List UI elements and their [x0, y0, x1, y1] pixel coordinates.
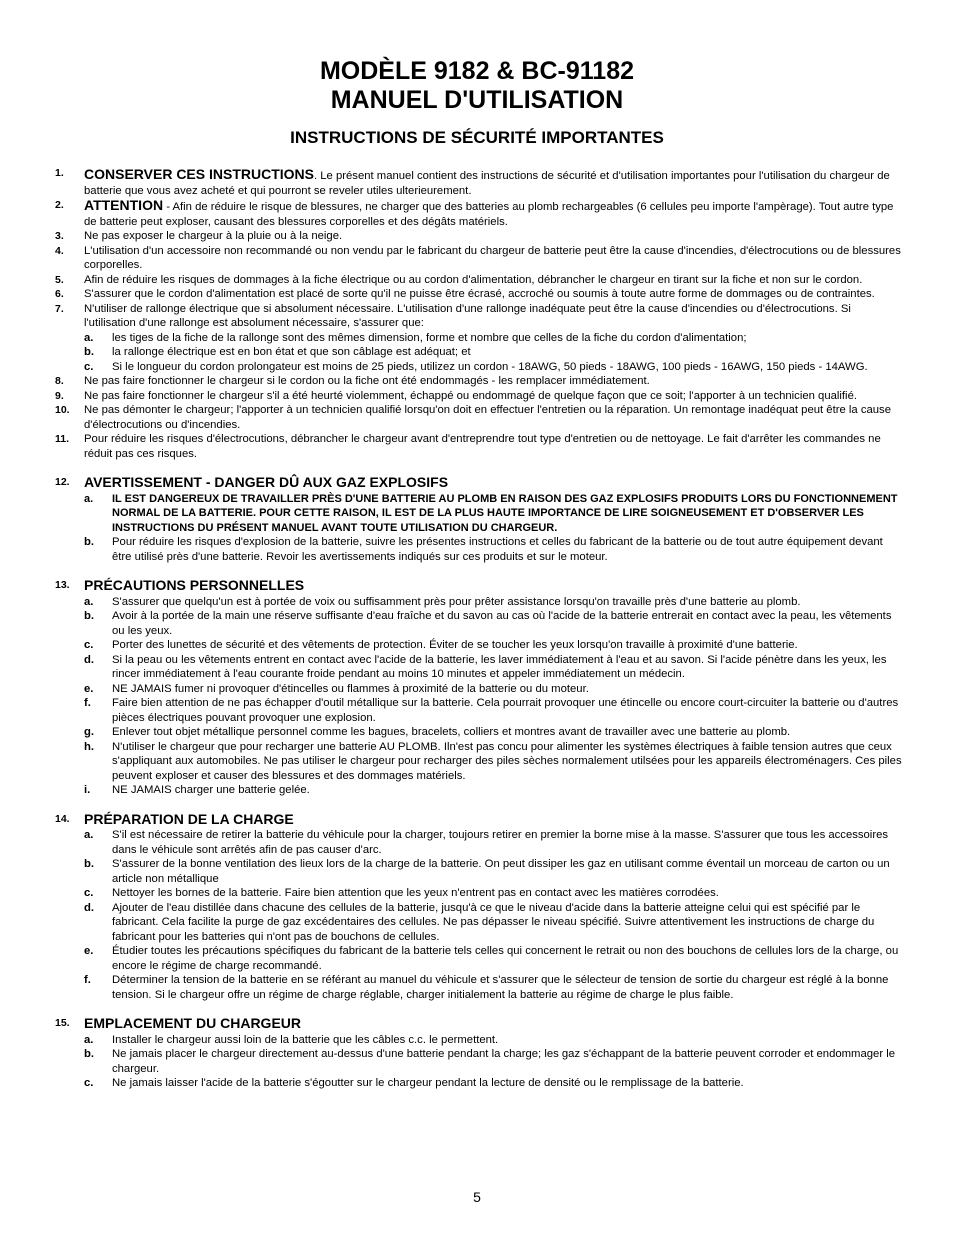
item-number: 9. — [55, 389, 64, 402]
sub-item-letter: d. — [84, 901, 95, 914]
item-text: S'assurer que le cordon d'alimentation est placé de sorte qu'il ne puisse être écrasé, accroché ou soumis à toute autre forme de dommages ou de contraintes. — [84, 288, 875, 300]
sub-item-text: les tiges de la fiche de la rallonge sont des mêmes dimension, forme et nombre que celles de la fiche du cordon d'alimentation; — [112, 331, 747, 344]
sub-item-letter: f. — [84, 974, 91, 986]
sub-item-text: NE JAMAIS charger une batterie gelée. — [112, 784, 310, 796]
sub-item — [84, 595, 903, 610]
item-number: 4. — [55, 244, 64, 257]
sub-item-letter: a. — [84, 331, 94, 344]
instruction-item — [55, 198, 903, 229]
item-text: Ne pas faire fonctionner le chargeur s'il a été heurté violemment, échappé ou endommagé de quelque façon que ce soit; l'apporter à un technicien qualifié. — [84, 389, 857, 402]
sub-item-letter: d. — [84, 653, 95, 666]
sub-item-text: Déterminer la tension de la batterie en se référant au manuel du véhicule et s'assurer que le sélecteur de tension de sortie du chargeur est réglé à la bonne tension. Si le chargeur offre un régime de charge réglable, charger initialement la batterie au régime de charge le plus faible. — [112, 974, 889, 1001]
sub-item — [84, 535, 903, 564]
sub-item-letter: b. — [84, 858, 95, 870]
sub-item-text: Installer le chargeur aussi loin de la batterie que les câbles c.c. le permettent. — [112, 1033, 499, 1046]
section-explosive-gas — [55, 475, 903, 564]
item-text: N'utiliser de rallonge électrique que si absolument nécessaire. L'utilisation d'une rallonge inadéquate peut être la cause d'incendies ou d'électrocutions. Si l'utilisation d'une rallonge est absolument nécessaire, s'assurer que: — [84, 302, 851, 329]
instruction-item — [55, 432, 903, 461]
sub-item-text: N'utiliser le chargeur que pour recharger une batterie AU PLOMB. Iln'est pas concu pour alimenter les systèmes électriques à faible tension autres que ceux s'appliquant aux automobiles. Ne pas utiliser le chargeur pour recharger des piles sèches normalement utilsées pour les appareils électroménagers. Ces piles peuvent exploser et causer des blessures et des dommages matériels. — [112, 740, 902, 782]
title-manual: MANUEL D'UTILISATION — [330, 86, 624, 114]
sub-item — [84, 783, 903, 798]
item-text: L'utilisation d'un accessoire non recommandé ou non vendu par le fabricant du chargeur de batterie peut être la cause d'incendies, d'électrocutions ou de blessures corporelles. — [84, 244, 901, 271]
sub-item — [84, 682, 903, 697]
title-model: MODÈLE 9182 & BC-91182 — [319, 57, 635, 85]
item-number: 6. — [55, 288, 64, 300]
sub-item — [84, 857, 903, 886]
sub-item — [84, 725, 903, 740]
sub-item-letter: e. — [84, 945, 94, 957]
sub-item — [84, 331, 903, 346]
sub-item — [84, 653, 903, 682]
sub-item-letter: a. — [84, 829, 94, 841]
sub-item-text: S'assurer que quelqu'un est à portée de voix ou suffisamment près pour prêter assistance lorsqu'on travaille près d'une batterie au plomb. — [112, 595, 801, 608]
sub-item-text: Ne jamais placer le chargeur directement au-dessus d'une batterie pendant la charge; les gaz s'échappant de la batterie peuvent corroder et endommager le chargeur. — [112, 1048, 896, 1075]
sub-item-text: S'assurer de la bonne ventilation des lieux lors de la charge de la batterie. On peut dissiper les gaz en utilisant comme éventail un morceau de carton ou un article non métallique — [112, 858, 890, 885]
sub-item-text: IL EST DANGEREUX DE TRAVAILLER PRÈS D'UNE BATTERIE AU PLOMB EN RAISON DES GAZ EXPLOSIFS PRODUITS LORS DU FONCTIONNEMENT NORMAL DE LA BATTERIE. POUR CETTE RAISON, IL EST DE LA PLUS HAUTE IMPORTANCE DE LIRE SOIGNEUSEMENT ET D'OBSERVER LES INSTRUCTIONS DU PRÉSENT MANUEL AVANT TOUTE UTILISATION DU CHARGEUR. — [112, 492, 898, 534]
section-heading: PRÉPARATION DE LA CHARGE — [84, 810, 294, 827]
sub-item-letter: g. — [84, 726, 95, 738]
sub-item-letter: b. — [84, 536, 95, 548]
sub-item-letter: b. — [84, 610, 95, 622]
section-heading: PRÉCAUTIONS PERSONNELLES — [84, 577, 305, 593]
item-number: 1. — [55, 167, 64, 179]
section-number: 14. — [55, 812, 70, 825]
sub-item-text: NE JAMAIS fumer ni provoquer d'étincelles ou flammes à proximité de la batterie ou du moteur. — [112, 682, 589, 695]
sub-item — [84, 1033, 903, 1048]
instruction-item — [55, 389, 903, 404]
instruction-item — [55, 374, 903, 389]
sub-item-text: Enlever tout objet métallique personnel comme les bagues, bracelets, colliers et montres avant de travailler avec une batterie au plomb. — [112, 726, 791, 738]
sub-item-text: Pour réduire les risques d'explosion de la batterie, suivre les présentes instructions et celles du fabricant de la batterie ou de tout autre équipement devant être utilisé près d'une batterie. Revoir les avertissements indiqués sur ces produits et sur le moteur. — [112, 536, 883, 563]
instruction-item — [55, 273, 903, 288]
item-number: 11. — [55, 433, 70, 445]
item-heading: CONSERVER CES INSTRUCTIONS — [84, 166, 314, 182]
item-text: Ne pas démonter le chargeur; l'apporter à un technicien qualifié lorsqu'on doit en effectuer l'entretien ou la réparation. Un remontage inadéquat peut être la cause d'électrocutions ou d'incendies. — [84, 404, 891, 431]
instruction-item — [55, 244, 903, 273]
section-number: 15. — [55, 1017, 70, 1029]
sub-item — [84, 740, 903, 784]
sub-item-letter: e. — [84, 682, 94, 695]
sub-item-text: Si le longueur du cordon prolongateur est moins de 25 pieds, utilizez un cordon - 18AWG, 50 pieds - 18AWG, 100 pieds - 16AWG, 150 pieds - 14AWG. — [112, 360, 868, 373]
sub-item-text: Si la peau ou les vêtements entrent en contact avec l'acide de la batterie, les laver immédiatement à l'eau et au savon. Si l'acide pénètre dans les yeux, les rincer immédiatement à l'eau courante froide pendant au moins 10 minutes et appeler immédiatement un médecin. — [112, 653, 887, 680]
item-text: Ne pas exposer le chargeur à la pluie ou à la neige. — [84, 230, 343, 242]
sub-item-letter: a. — [84, 595, 94, 608]
sub-item-letter: c. — [84, 1077, 94, 1089]
section-personal-precautions — [55, 578, 903, 798]
sub-item-letter: c. — [84, 360, 94, 373]
item-number: 3. — [55, 230, 64, 242]
sub-item — [84, 609, 903, 638]
sub-item-letter: i. — [84, 784, 91, 796]
sub-item-text: Avoir à la portée de la main une réserve suffisante d'eau fraîche et du savon au cas où l'acide de la batterie entrerait en contact avec la peau, les vêtements ou les yeux. — [112, 610, 892, 637]
page-number: 5 — [473, 1189, 481, 1205]
section-number: 12. — [55, 476, 70, 488]
sub-item-letter: b. — [84, 1048, 95, 1060]
item-number: 5. — [55, 273, 64, 286]
item-text: Ne pas faire fonctionner le chargeur si le cordon ou la fiche ont été endommagés - les remplacer immédiatement. — [84, 375, 650, 387]
sub-item — [84, 944, 903, 973]
item-number: 8. — [55, 375, 64, 387]
sub-item-text: Ne jamais laisser l'acide de la batterie s'égoutter sur le chargeur pendant la lecture de densité ou le remplissage de la batterie. — [112, 1077, 744, 1089]
sub-item — [84, 901, 903, 945]
sub-item-text: Ajouter de l'eau distillée dans chacune des cellules de la batterie, jusqu'à ce que le niveau d'acide dans la batterie atteigne celui qui est spécifié par le fabricant. Cela facilite la purge de gaz excédentaires des cellules. Ne pas dépasser le niveau spécifié. Suivre attentivement les instructions de charge du fabricant pour les batteries qui n'ont pas de bouchons de cellules. — [112, 901, 875, 943]
safety-subtitle: INSTRUCTIONS DE SÉCURITÉ IMPORTANTES — [290, 128, 664, 147]
section-charge-preparation — [55, 812, 903, 1003]
item-number: 10. — [55, 404, 70, 416]
sub-item-text: Porter des lunettes de sécurité et des vêtements de protection. Éviter de se toucher les yeux lorsqu'on travaille à proximité d'une batterie. — [112, 639, 798, 651]
sub-item — [84, 886, 903, 901]
item-text: Pour réduire les risques d'électrocutions, débrancher le chargeur avant d'entreprendre tout type d'entretien ou de nettoyage. Le fait d'arrêter les commandes ne réduit pas ces risques. — [84, 433, 881, 460]
item-heading: ATTENTION — [84, 197, 164, 213]
item-number: 7. — [55, 302, 64, 315]
section-heading: EMPLACEMENT DU CHARGEUR — [84, 1015, 301, 1031]
sub-item-text: Nettoyer les bornes de la batterie. Faire bien attention que les yeux n'entrent pas en contact avec les matières corrodées. — [112, 887, 719, 899]
sub-item-letter: b. — [84, 346, 95, 358]
instructions-body — [55, 166, 903, 1091]
sub-item — [84, 828, 903, 857]
instruction-item — [55, 229, 903, 244]
sub-item — [84, 638, 903, 653]
sub-item — [84, 1076, 903, 1091]
instruction-item — [55, 166, 903, 198]
section-heading: AVERTISSEMENT - DANGER DÛ AUX GAZ EXPLOSIFS — [84, 474, 449, 490]
sub-item-letter: a. — [84, 1033, 94, 1046]
item-text: Afin de réduire les risques de dommages à la fiche électrique ou au cordon d'alimentation, débrancher le chargeur en tirant sur la fiche et non sur le cordon. — [84, 273, 863, 286]
sub-item-letter: c. — [84, 639, 94, 651]
sub-item — [84, 360, 903, 375]
instruction-item — [55, 403, 903, 432]
section-charger-location — [55, 1016, 903, 1091]
instruction-item — [55, 287, 903, 302]
item-text: - Afin de réduire le risque de blessures, ne charger que des batteries au plomb rechargeables (6 cellules peu importe l'ampèrage). Tout autre type de batterie peut exploser, causant des blessures corporelles et des dégâts matériels. — [84, 201, 894, 228]
sub-item — [84, 492, 903, 536]
sub-item-text: Faire bien attention de ne pas échapper d'outil métallique sur la batterie. Cela pourrait provoquer une étincelle ou encore court-circuiter la batterie ou d'autres pièces électriques pouvant provoquer une explosion. — [112, 697, 899, 724]
section-number: 13. — [55, 579, 70, 591]
sub-item — [84, 696, 903, 725]
item-text: . Le présent manuel contient des instructions de sécurité et d'utilisation importantes pour l'utilisation du chargeur de batterie que vous avez acheté et qui pourront se reveler utiles ulterieurement. — [84, 170, 890, 197]
sub-item-text: S'il est nécessaire de retirer la batterie du véhicule pour la charger, toujours retirer en premier la borne mise à la masse. S'assurer que tous les accessoires dans le véhicule sont arrêtés afin de pas causer d'arc. — [112, 829, 889, 856]
sub-item — [84, 973, 903, 1002]
sub-item-text: Étudier toutes les précautions spécifiques du fabricant de la batterie tels celles qui concernent le retrait ou non des bouchons de cellules lors de la charge, ou encore le régime de charge recommandé. — [112, 945, 899, 972]
sub-item-letter: c. — [84, 887, 94, 899]
instruction-item — [55, 302, 903, 375]
sub-item — [84, 345, 903, 360]
sub-item — [84, 1047, 903, 1076]
item-number: 2. — [55, 199, 64, 211]
sub-item-letter: a. — [84, 492, 94, 505]
sub-item-text: la rallonge électrique est en bon état et que son câblage est adéquat; et — [112, 346, 471, 358]
sub-item-letter: h. — [84, 740, 95, 753]
sub-item-letter: f. — [84, 697, 91, 709]
